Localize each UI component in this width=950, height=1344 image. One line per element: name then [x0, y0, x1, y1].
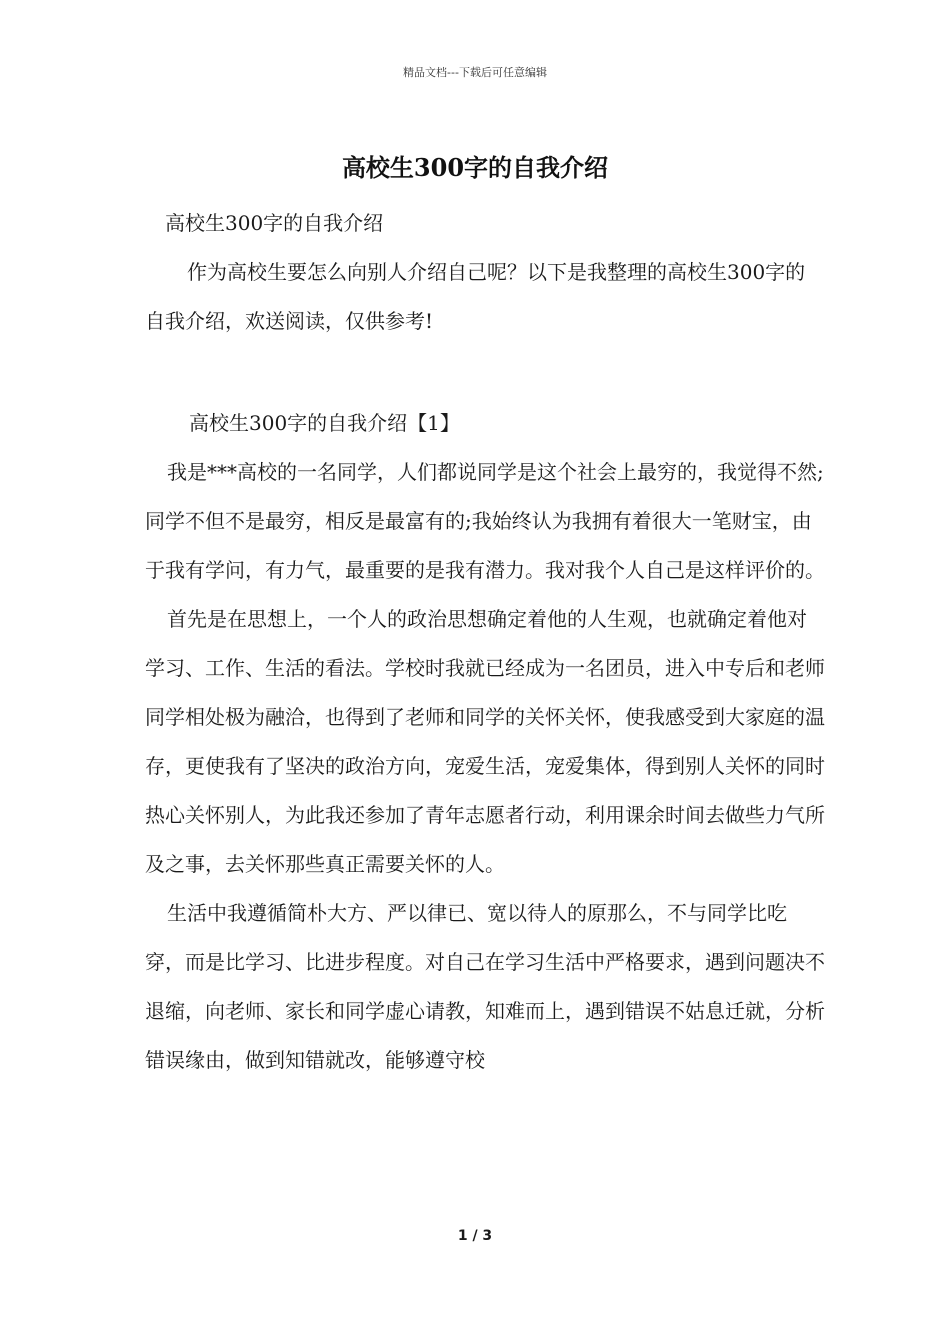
page-header: 精品文档---下载后可任意编辑 — [403, 66, 547, 79]
body-paragraph-2: 首先是在思想上，一个人的政治思想确定着他的人生观，也就确定着他对学习、工作、生活的看法。学校时我就已经成为一名团员，进入中专后和老师同学相处极为融洽，也得到了老师和同学的关怀关怀，使我感受到大家庭的温存，更使我有了坚决的政治方向，宠爱生活，宠爱集体，得到别人关怀的同时热心关怀别人，为此我还参加了青年志愿者行动，利用课余时间去做些力气所及之事，去关怀那些真正需要关怀的人。 — [145, 607, 825, 876]
document-body — [145, 248, 825, 1085]
body-paragraph-1: 我是***高校的一名同学，人们都说同学是这个社会上最穷的，我觉得不然;同学不但不是最穷，相反是最富有的;我始终认为我拥有着很大一笔财宝，由于我有学问，有力气，最重要的是我有潜力。我对我个人自己是这样评价的。 — [145, 460, 825, 582]
document-subtitle: 高校生300字的自我介绍 — [165, 211, 384, 235]
page-indicator: 1 / 3 — [457, 1228, 493, 1244]
intro-paragraph: 作为高校生要怎么向别人介绍自己呢？以下是我整理的高校生300字的自我介绍，欢送阅读，仅供参考! — [145, 260, 806, 333]
document-title: 高校生300字的自我介绍 — [341, 153, 609, 182]
section-heading: 高校生300字的自我介绍【1】 — [189, 411, 460, 435]
body-paragraph-3: 生活中我遵循简朴大方、严以律已、宽以待人的原那么，不与同学比吃穿，而是比学习、比进步程度。对自己在学习生活中严格要求，遇到问题决不退缩，向老师、家长和同学虚心请教，知难而上，遇到错误不姑息迁就，分析错误缘由，做到知错就改，能够遵守校 — [145, 901, 825, 1072]
